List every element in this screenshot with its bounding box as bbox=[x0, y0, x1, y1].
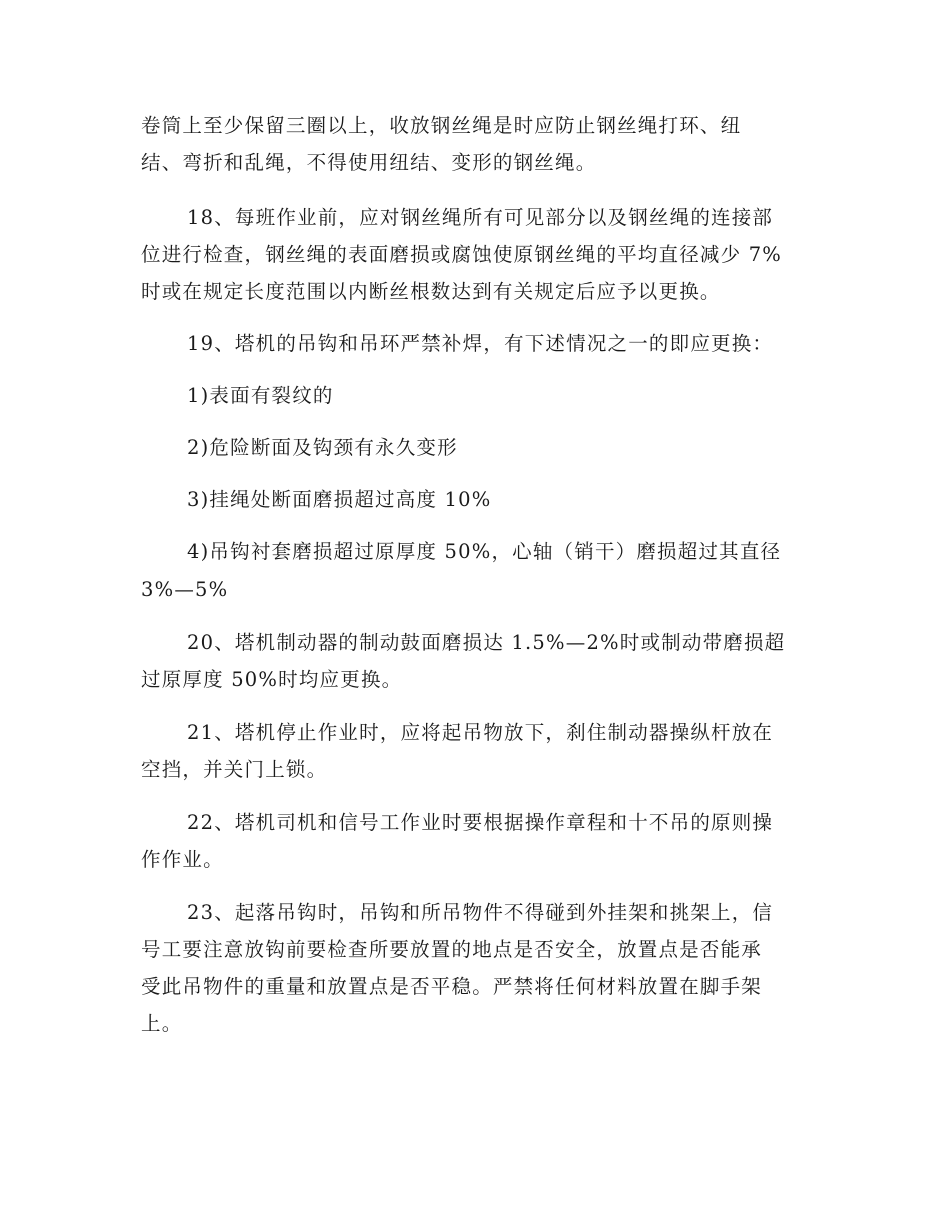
paragraph-line: 卷筒上至少保留三圈以上，收放钢丝绳是时应防止钢丝绳打环、纽 bbox=[141, 114, 742, 137]
paragraph-line: 受此吊物件的重量和放置点是否平稳。严禁将任何材料放置在脚手架 bbox=[141, 975, 763, 998]
paragraph-line: 作作业。 bbox=[141, 848, 224, 871]
paragraph-line: 位进行检查，钢丝绳的表面磨损或腐蚀使原钢丝绳的平均直径减少 7% bbox=[141, 243, 783, 266]
list-item-continuation: 3%—5% bbox=[141, 578, 229, 601]
paragraph-line: 号工要注意放钩前要检查所要放置的地点是否安全，放置点是否能承 bbox=[141, 938, 763, 961]
paragraph-line: 上。 bbox=[141, 1012, 183, 1035]
paragraph-line: 21、塔机停止作业时，应将起吊物放下，刹住制动器操纵杆放在 bbox=[187, 721, 774, 744]
list-item: 2)危险断面及钩颈有永久变形 bbox=[187, 436, 458, 459]
paragraph-line: 20、塔机制动器的制动鼓面磨损达 1.5%—2%时或制动带磨损超 bbox=[187, 631, 786, 654]
list-item: 3)挂绳处断面磨损超过高度 10% bbox=[187, 488, 492, 511]
paragraph-line: 23、起落吊钩时，吊钩和所吊物件不得碰到外挂架和挑架上，信 bbox=[187, 901, 774, 924]
list-item: 4)吊钩衬套磨损超过原厚度 50%，心轴（销干）磨损超过其直径 bbox=[187, 540, 782, 563]
paragraph-line: 时或在规定长度范围以内断丝根数达到有关规定后应予以更换。 bbox=[141, 280, 721, 303]
paragraph-line: 18、每班作业前，应对钢丝绳所有可见部分以及钢丝绳的连接部 bbox=[187, 206, 774, 229]
list-item: 1)表面有裂纹的 bbox=[187, 384, 334, 407]
paragraph-line: 19、塔机的吊钩和吊环严禁补焊，有下述情况之一的即应更换： bbox=[187, 332, 774, 355]
paragraph-line: 空挡，并关门上锁。 bbox=[141, 758, 328, 781]
paragraph-line: 结、弯折和乱绳，不得使用纽结、变形的钢丝绳。 bbox=[141, 151, 597, 174]
paragraph-line: 22、塔机司机和信号工作业时要根据操作章程和十不吊的原则操 bbox=[187, 811, 774, 834]
paragraph-line: 过原厚度 50%时均应更换。 bbox=[141, 668, 403, 691]
